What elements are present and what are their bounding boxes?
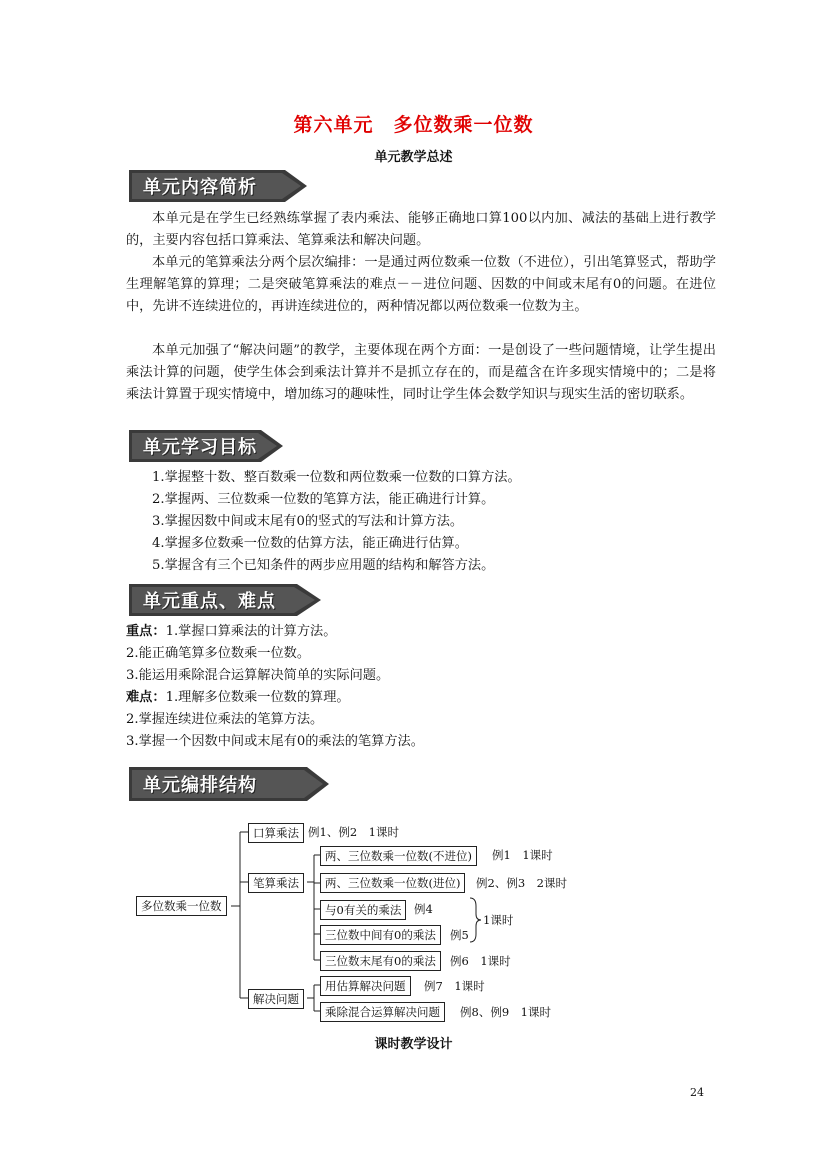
diagram-b2-note: 例2、例3 2课时 [476,876,567,890]
diagram-b1-note: 例1 1课时 [492,848,553,862]
key-point-2: 2.能正确笔算多位数乘一位数。 [126,646,311,661]
diagram-j2: 乘除混合运算解决问题 [320,1002,445,1022]
diagram-b5: 三位数末尾有0的乘法 [320,951,441,971]
section-title-goals: 单元学习目标 [143,437,257,458]
goal-item-2: 2.掌握两、三位数乘一位数的笔算方法，能正确进行计算。 [152,492,495,507]
diagram-j2-note: 例8、例9 1课时 [460,1005,551,1019]
goal-item-1: 1.掌握整十数、整百数乘一位数和两位数乘一位数的口算方法。 [152,470,521,485]
page-number: 24 [690,1086,704,1099]
diagram-kousuan: 口算乘法 [248,823,304,843]
content-paragraph-2: 本单元的笔算乘法分两个层次编排：一是通过两位数乘一位数（不进位），引出笔算竖式，帮助学生理解笔算的算理；二是突破笔算乘法的难点－－进位问题、因数的中间或末尾有0的问题。在进位中，先讲不连续进位的，再讲连续进位的，两种情况都以两位数乘一位数为主。 [126,255,716,314]
page-title: 第六单元 多位数乘一位数 [293,114,534,136]
difficulty-label: 难点： [126,690,166,705]
goal-item-5: 5.掌握含有三个已知条件的两步应用题的结构和解答方法。 [152,558,495,573]
diagram-jiejue: 解决问题 [248,989,304,1009]
lesson-design-caption: 课时教学设计 [374,1037,453,1052]
diagram-j1-note: 例7 1课时 [424,979,485,993]
difficulty-text: 1.理解多位数乘一位数的算理。 [165,690,350,705]
diagram-b34-note: 1课时 [483,913,514,927]
page-subtitle: 单元教学总述 [374,150,453,165]
section-title-structure: 单元编排结构 [143,775,257,796]
difficulty-2: 2.掌握连续进位乘法的笔算方法。 [126,712,324,727]
goal-item-3: 3.掌握因数中间或末尾有0的竖式的写法和计算方法。 [152,514,464,529]
section-title-content: 单元内容简析 [143,177,257,198]
diagram-b3: 与0有关的乘法 [320,900,406,920]
diagram-root: 多位数乘一位数 [136,896,227,916]
diagram-b1: 两、三位数乘一位数(不进位) [320,846,477,866]
difficulty-3: 3.掌握一个因数中间或末尾有0的乘法的笔算方法。 [126,734,424,749]
diagram-b3-note: 例4 [414,902,433,916]
diagram-bisuan: 笔算乘法 [248,873,304,893]
key-point-3: 3.能运用乘除混合运算解决简单的实际问题。 [126,668,390,683]
diagram-j1: 用估算解决问题 [320,976,411,996]
diagram-b4-note: 例5 [450,928,469,942]
diagram-b4: 三位数中间有0的乘法 [320,925,441,945]
diagram-kousuan-note: 例1、例2 1课时 [308,825,399,839]
content-paragraph-1: 本单元是在学生已经熟练掌握了表内乘法、能够正确地口算100以内加、减法的基础上进行教学的，主要内容包括口算乘法、笔算乘法和解决问题。 [126,211,716,248]
key-point-text: 1.掌握口算乘法的计算方法。 [165,624,337,639]
diagram-b2: 两、三位数乘一位数(进位) [320,873,465,893]
content-paragraph-3: 本单元加强了“解决问题”的教学，主要体现在两个方面：一是创设了一些问题情境，让学生提出乘法计算的问题，使学生体会到乘法计算并不是抓立存在的，而是蕴含在许多现实情境中的；二是将乘法计算置于现实情境中，增加练习的趣味性，同时让学生体会数学知识与现实生活的密切联系。 [126,343,716,402]
diagram-b5-note: 例6 1课时 [450,954,511,968]
section-title-keypoints: 单元重点、难点 [143,591,276,612]
key-label: 重点： [126,624,166,639]
goal-item-4: 4.掌握多位数乘一位数的估算方法，能正确进行估算。 [152,536,468,551]
